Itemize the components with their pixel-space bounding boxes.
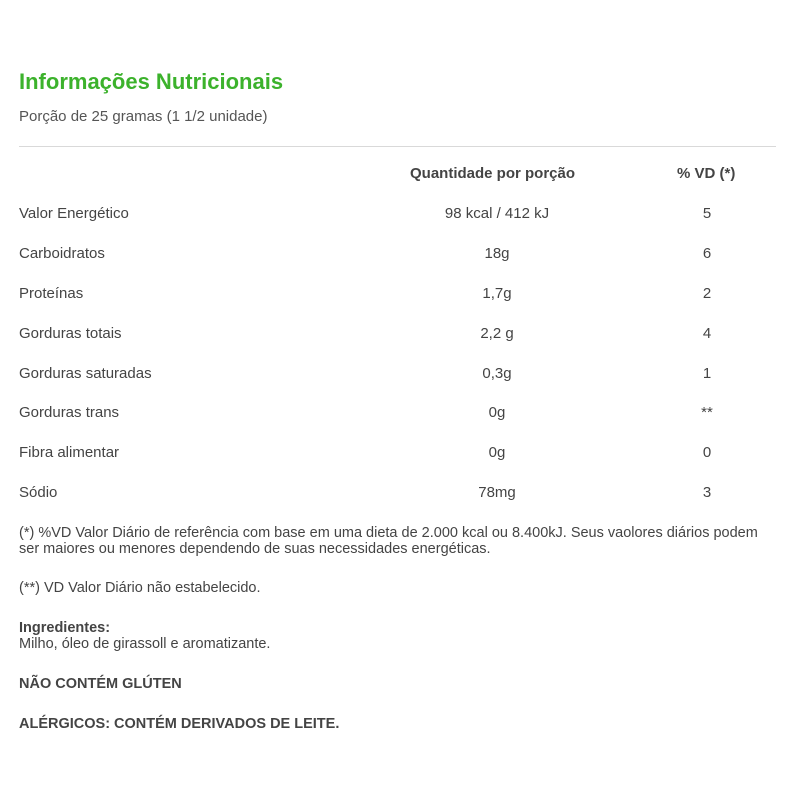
vd-not-established-footnote: (**) VD Valor Diário não estabelecido. (19, 580, 261, 596)
nutrient-vd: 3 (702, 484, 712, 501)
table-row (0, 245, 800, 269)
table-row (0, 325, 800, 349)
ingredients-text: Milho, óleo de girassoll e aromatizante. (19, 636, 271, 652)
column-header-quantity: Quantidade por porção (410, 165, 576, 182)
nutrient-quantity: 2,2 g (480, 325, 514, 342)
gluten-statement: NÃO CONTÉM GLÚTEN (19, 676, 182, 692)
nutrient-name: Carboidratos (19, 245, 105, 262)
nutrient-vd: 1 (702, 365, 712, 382)
nutrient-quantity: 98 kcal / 412 kJ (444, 205, 550, 222)
table-row (0, 484, 800, 508)
table-row (0, 285, 800, 309)
page-title: Informações Nutricionais (19, 69, 284, 94)
nutrient-name: Fibra alimentar (19, 444, 120, 461)
nutrient-vd: 6 (702, 245, 712, 262)
serving-size: Porção de 25 gramas (1 1/2 unidade) (19, 108, 268, 125)
table-row (0, 365, 800, 389)
vd-footnote: (*) %VD Valor Diário de referência com base em uma dieta de 2.000 kcal ou 8.400kJ. Seus vaolores diários podem ser maiores ou menores dependendo de suas necessidades energéticas. (19, 525, 758, 557)
nutrient-vd: 4 (702, 325, 712, 342)
nutrient-name: Gorduras trans (19, 404, 120, 421)
nutrient-quantity: 0g (488, 404, 506, 421)
nutrient-name: Proteínas (19, 285, 84, 302)
column-header-vd: % VD (*) (677, 165, 736, 182)
nutrient-name: Gorduras saturadas (19, 365, 152, 382)
nutrient-quantity: 78mg (478, 484, 516, 501)
nutrient-vd: 5 (702, 205, 712, 222)
nutrient-vd: 2 (702, 285, 712, 302)
table-row (0, 404, 800, 428)
ingredients-label: Ingredientes: (19, 620, 111, 636)
nutrient-quantity: 18g (484, 245, 510, 262)
nutrient-vd: ** (701, 404, 713, 421)
nutrient-vd: 0 (702, 444, 712, 461)
nutrient-name: Valor Energético (19, 205, 129, 222)
nutrient-quantity: 0,3g (482, 365, 512, 382)
table-row (0, 205, 800, 229)
allergens-statement: ALÉRGICOS: CONTÉM DERIVADOS DE LEITE. (19, 716, 340, 732)
divider (19, 146, 776, 147)
nutrient-quantity: 0g (488, 444, 506, 461)
nutrient-name: Gorduras totais (19, 325, 122, 342)
nutrient-quantity: 1,7g (482, 285, 512, 302)
nutrient-name: Sódio (19, 484, 58, 501)
table-row (0, 444, 800, 468)
